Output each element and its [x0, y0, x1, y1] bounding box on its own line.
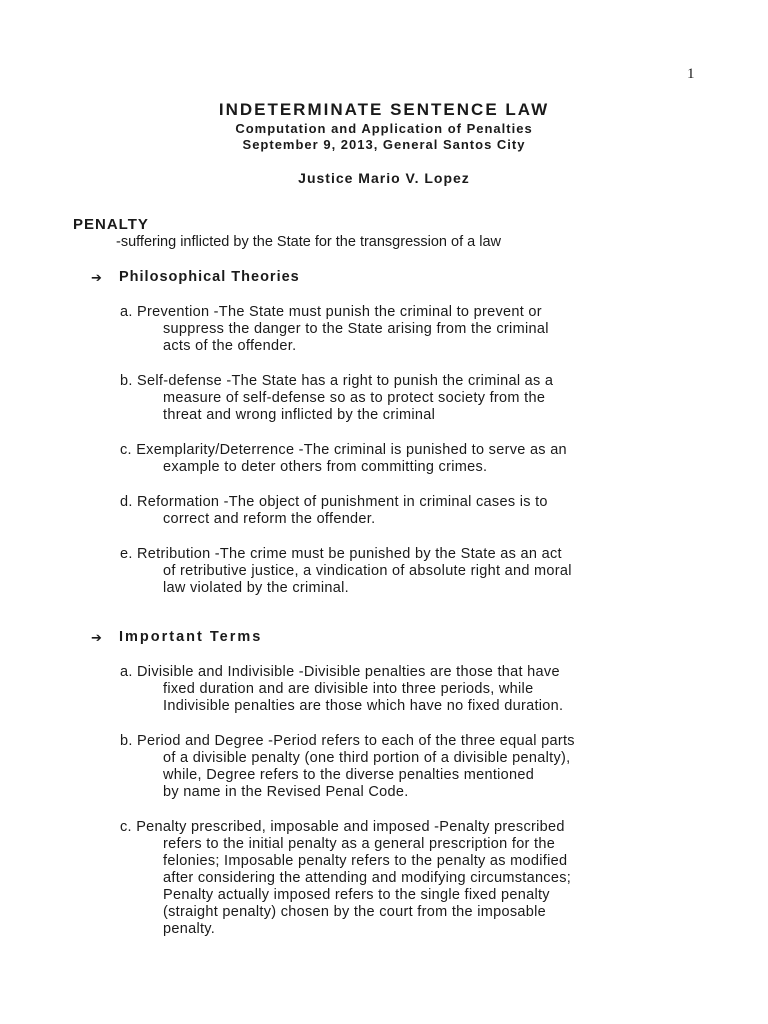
- list-item-theory: [120, 442, 693, 476]
- document-author: Justice Mario V. Lopez: [298, 170, 470, 186]
- list-item-lead: c. Penalty prescribed, imposable and imposed -Penalty prescribed: [120, 819, 565, 835]
- list-item-lead: c. Exemplarity/Deterrence -The criminal is punished to serve as an: [120, 442, 567, 458]
- list-item-continuation: suppress the danger to the State arising from the criminal acts of the offender.: [163, 321, 549, 354]
- list-item-lead: d. Reformation -The object of punishment in criminal cases is to: [120, 494, 548, 510]
- subheading-important-terms: [91, 629, 693, 646]
- list-item-lead: b. Period and Degree -Period refers to each of the three equal parts: [120, 733, 575, 749]
- list-item-term: [120, 819, 693, 938]
- subheading-label: Important Terms: [119, 629, 263, 645]
- right-arrow-icon: ➔: [91, 630, 102, 645]
- list-item-continuation: refers to the initial penalty as a general prescription for the felonies; Imposable penalty refers to the penalty as modified after considering the attending and modifying circumstances; Penalty actually imposed refers to the single fixed penalty (straight penalty) chosen by the court from the imposable penalty.: [163, 836, 572, 937]
- title-block: [0, 100, 768, 186]
- list-item-continuation: fixed duration and are divisible into three periods, while Indivisible penalties are those which have no fixed duration.: [163, 681, 564, 714]
- subheading-philosophical-theories: [91, 269, 693, 286]
- section-heading-penalty: PENALTY: [73, 216, 149, 233]
- list-item-lead: b. Self-defense -The State has a right to punish the criminal as a: [120, 373, 554, 389]
- penalty-definition: -suffering inflicted by the State for the transgression of a law: [116, 234, 501, 250]
- list-item-continuation: example to deter others from committing crimes.: [163, 459, 488, 475]
- list-item-continuation: correct and reform the offender.: [163, 511, 376, 527]
- page-number: 1: [687, 66, 695, 82]
- list-item-theory: [120, 546, 693, 597]
- document-date-location: September 9, 2013, General Santos City: [242, 137, 526, 152]
- list-item-term: [120, 733, 693, 801]
- list-item-term: [120, 664, 693, 715]
- document-subtitle: Computation and Application of Penalties: [235, 121, 533, 136]
- list-item-lead: a. Prevention -The State must punish the criminal to prevent or: [120, 304, 542, 320]
- list-item-continuation: of a divisible penalty (one third portion of a divisible penalty), while, Degree refers to the diverse penalties mentioned by name in the Revised Penal Code.: [163, 750, 571, 800]
- right-arrow-icon: ➔: [91, 270, 102, 285]
- list-item-theory: [120, 304, 693, 355]
- document-title: INDETERMINATE SENTENCE LAW: [218, 100, 550, 119]
- list-item-continuation: measure of self-defense so as to protect society from the threat and wrong inflicted by the criminal: [163, 390, 546, 423]
- list-item-lead: e. Retribution -The crime must be punished by the State as an act: [120, 546, 562, 562]
- list-item-continuation: of retributive justice, a vindication of absolute right and moral law violated by the criminal.: [163, 563, 572, 596]
- list-item-theory: [120, 494, 693, 528]
- list-item-theory: [120, 373, 693, 424]
- document-body: [73, 216, 693, 938]
- subheading-label: Philosophical Theories: [119, 269, 300, 285]
- list-item-lead: a. Divisible and Indivisible -Divisible penalties are those that have: [120, 664, 560, 680]
